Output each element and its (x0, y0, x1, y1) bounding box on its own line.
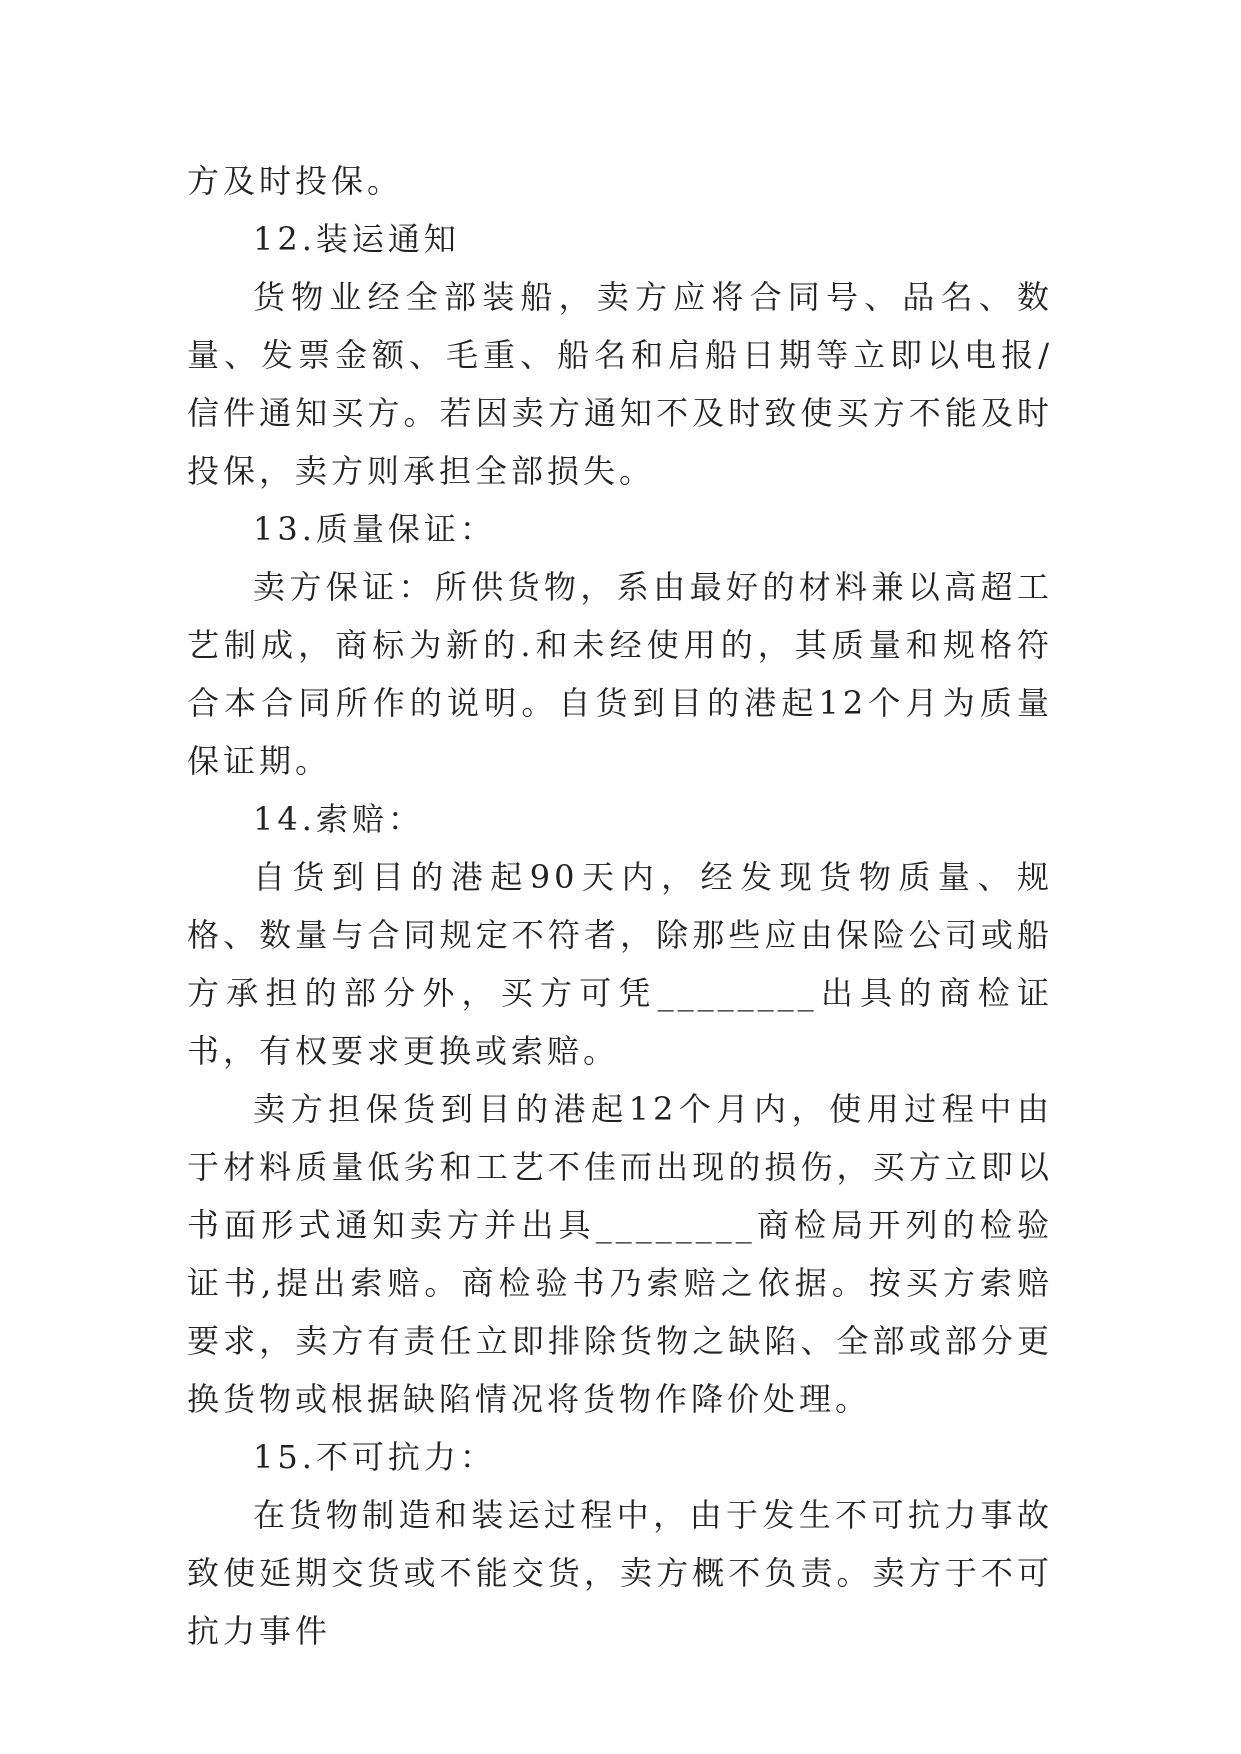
paragraph-force-majeure: 在货物制造和装运过程中，由于发生不可抗力事故致使延期交货或不能交货，卖方概不负责。卖方于不可抗力事件 (187, 1496, 1053, 1650)
section-heading-quality-guarantee: 13.质量保证： (253, 510, 496, 548)
section-heading-claims: 14.索赔： (253, 800, 424, 838)
paragraph-claims-2: 卖方担保货到目的港起12个月内，使用过程中由于材料质量低劣和工艺不佳而出现的损伤，买方立即以书面形式通知卖方并出具________商检局开列的检验证书,提出索赔。商检验书乃索赔之依据。按买方索赔要求，卖方有责任立即排除货物之缺陷、全部或部分更换货物或根据缺陷情况将货物作降价处理。 (187, 1090, 1053, 1418)
document-body (187, 152, 1053, 1660)
paragraph-claims-1: 自货到目的港起90天内，经发现货物质量、规格、数量与合同规定不符者，除那些应由保险公司或船方承担的部分外，买方可凭________出具的商检证书，有权要求更换或索赔。 (187, 858, 1053, 1070)
paragraph-shipment-notice: 货物业经全部装船，卖方应将合同号、品名、数量、发票金额、毛重、船名和启船日期等立即以电报/信件通知买方。若因卖方通知不及时致使买方不能及时投保，卖方则承担全部损失。 (187, 278, 1053, 490)
section-heading-shipment-notice: 12.装运通知 (253, 220, 460, 258)
paragraph-quality-guarantee: 卖方保证：所供货物，系由最好的材料兼以高超工艺制成，商标为新的.和未经使用的，其质量和规格符合本合同所作的说明。自货到目的港起12个月为质量保证期。 (187, 568, 1053, 780)
paragraph-continuation: 方及时投保。 (187, 162, 404, 200)
section-heading-force-majeure: 15.不可抗力： (253, 1438, 496, 1476)
